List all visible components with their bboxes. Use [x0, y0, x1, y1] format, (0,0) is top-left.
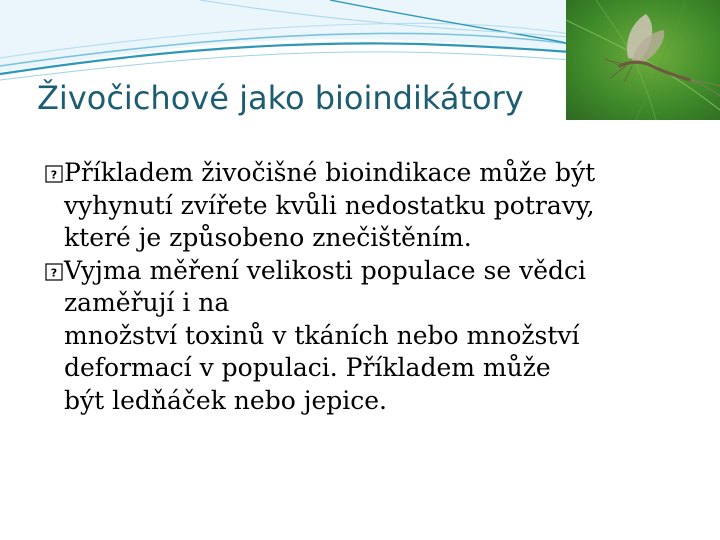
paragraph-line: které je způsobeno znečištěním.	[64, 223, 472, 252]
svg-text:?: ?	[50, 266, 58, 279]
paragraph-line: Vyjma měření velikosti populace se vědci	[64, 255, 586, 285]
paragraph-line: deformací v populaci. Příkladem může	[64, 353, 551, 382]
paragraph-line: zaměřují i na	[64, 288, 230, 317]
paragraph-line: Příkladem živočišné bioindikace může být	[64, 158, 596, 187]
bullet-paragraph	[44, 157, 674, 255]
paragraph-line: množství toxinů v tkáních nebo množství	[64, 320, 580, 350]
mayfly-photo	[566, 0, 720, 120]
paragraph-line: vyhynutí zvířete kvůli nedostatku potravy,	[64, 190, 595, 220]
slide-body	[44, 157, 674, 417]
slide-title: Živočichové jako bioindikátory	[37, 79, 524, 117]
bullet-paragraph	[44, 255, 674, 418]
svg-text:?: ?	[50, 168, 58, 182]
bullet-icon	[44, 262, 64, 282]
paragraph-line: být ledňáček nebo jepice.	[64, 385, 387, 415]
bullet-icon	[44, 164, 64, 184]
